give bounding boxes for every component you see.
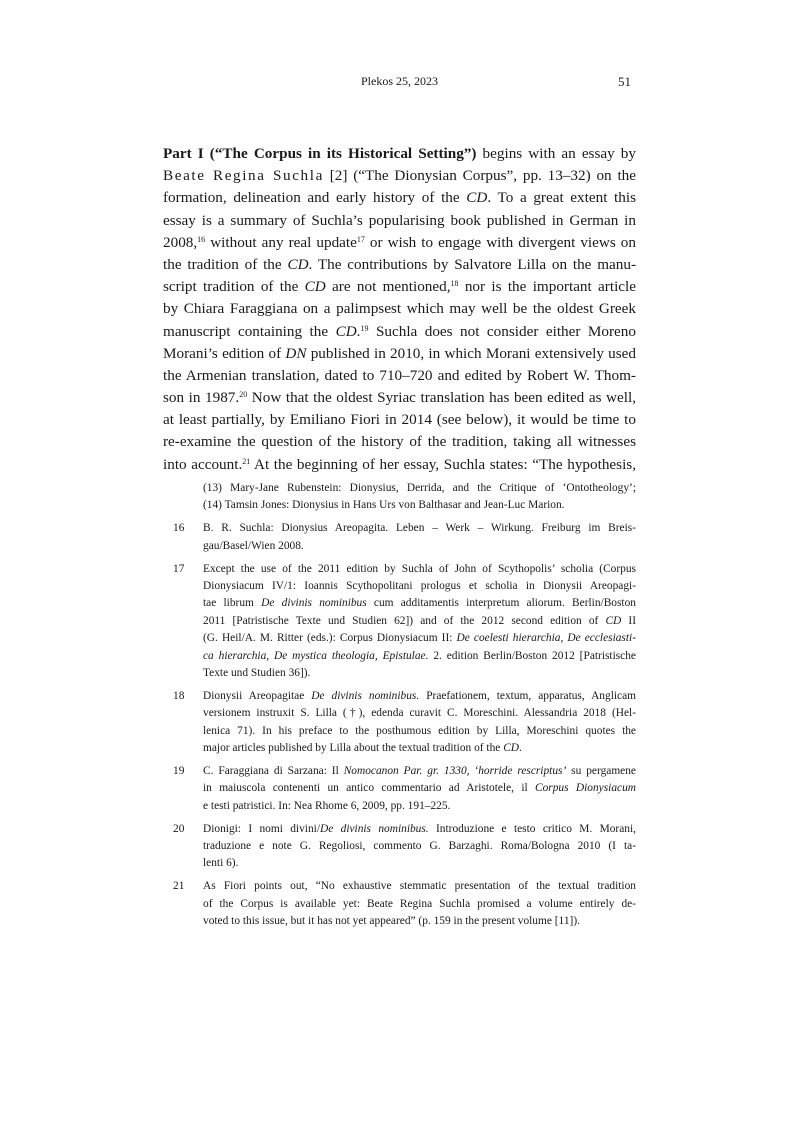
text-run: CD — [304, 278, 326, 296]
text-run: . To a great extent this — [487, 189, 636, 207]
text-line — [203, 480, 636, 497]
text-line — [203, 913, 636, 930]
text-line — [163, 143, 636, 165]
text-line — [203, 665, 636, 682]
text-line — [163, 276, 636, 298]
text-line — [203, 578, 636, 595]
text-line — [163, 387, 636, 409]
text-run: . The contributions by Salvatore Lilla on the manu- — [308, 255, 637, 273]
text-run: CD — [466, 189, 488, 207]
text-run: su pergamene — [566, 764, 636, 777]
text-line — [163, 365, 636, 387]
text-run: Suchla does not consider either Moreno — [368, 322, 636, 340]
text-line — [203, 821, 636, 838]
text-run: (14) Tamsin Jones: Dionysius in Hans Urs von Balthasar and Jean-Luc Marion. — [203, 499, 565, 512]
footnote-ref[interactable]: 19 — [360, 323, 369, 333]
footnote-number: 21 — [173, 880, 185, 893]
text-line — [163, 254, 636, 276]
footnote-number: 17 — [173, 562, 185, 575]
text-run: essay is a summary of Suchla’s popularising book published in German in — [163, 211, 636, 229]
text-run: 2008, — [163, 233, 198, 251]
text-run: Morani’s edition of — [163, 344, 286, 362]
text-run: son in 1987. — [163, 389, 240, 407]
text-line — [203, 520, 636, 537]
text-run: the tradition of the — [163, 255, 288, 273]
text-line — [163, 187, 636, 209]
text-run: into account. — [163, 455, 243, 473]
text-run: De coelesti hierarchia, De ecclesiasti- — [456, 632, 636, 645]
text-run: are not mentioned, — [325, 278, 451, 296]
text-line — [163, 210, 636, 232]
text-line — [163, 298, 636, 320]
text-line — [203, 538, 636, 555]
text-line — [203, 838, 636, 855]
text-line — [203, 780, 636, 797]
text-run: Dionysii Areopagitae — [203, 689, 312, 702]
text-line — [203, 763, 636, 780]
running-head: Plekos 25, 2023 — [360, 74, 438, 88]
text-line — [203, 896, 636, 913]
footnote-number: 20 — [173, 822, 185, 835]
text-line — [203, 705, 636, 722]
text-run: nor is the important article — [458, 278, 636, 296]
text-line — [203, 688, 636, 705]
text-run: of the Corpus is available yet: Beate Regina Suchla promised a volume entirely de- — [203, 897, 636, 910]
text-line — [163, 431, 636, 453]
text-run: at least partially, by Emiliano Fiori in 2014 (see below), it would be time to — [163, 411, 636, 429]
text-run: by Chiara Faraggiana on a palimpsest which may well be the oldest Greek — [163, 300, 636, 318]
text-line — [203, 855, 636, 872]
text-line — [163, 321, 636, 343]
text-run: C. Faraggiana di Sarzana: Il — [203, 764, 344, 777]
text-run: lenti 6). — [203, 857, 239, 870]
footnote — [173, 688, 636, 758]
text-run: Corpus Dionysiacum — [535, 782, 636, 795]
text-run: traduzione e note G. Regoliosi, commento G. Barzaghi. Roma/Bologna 2010 (I ta- — [203, 839, 636, 852]
text-run: without any real update — [205, 233, 357, 251]
footnotes — [173, 480, 636, 936]
text-line — [203, 798, 636, 815]
text-line — [203, 595, 636, 612]
footnote — [173, 821, 636, 873]
text-run: At the beginning of her essay, Suchla states: “The hypothesis, — [250, 455, 636, 473]
text-run: e testi patristici. In: Nea Rhome 6, 2009, pp. 191–225. — [203, 799, 451, 812]
text-run: Introduzione e testo critico M. Morani, — [428, 822, 636, 835]
text-run: begins with an essay by — [476, 145, 636, 162]
text-run: the Armenian translation, dated to 710–720 and edited by Robert W. Thom- — [163, 366, 636, 384]
footnote — [173, 878, 636, 930]
footnote-ref[interactable]: 16 — [197, 234, 206, 244]
footnote — [173, 480, 636, 515]
text-line — [203, 497, 636, 514]
text-run: . — [356, 322, 361, 340]
text-run: Part I (“The Corpus in its Historical Setting”) — [163, 145, 477, 162]
text-run: Except the use of the 2011 edition by Suchla of John of Scythopolis’ scholia (Corpus — [203, 562, 636, 575]
text-run: Beate Regina Suchla — [163, 167, 324, 185]
text-run: or wish to engage with divergent views on — [364, 233, 636, 251]
text-run: CD — [335, 322, 357, 340]
text-run: [2] (“The Dionysian Corpus”, pp. 13–32) on the — [323, 167, 636, 185]
text-line — [163, 343, 636, 365]
main-paragraph — [163, 143, 636, 476]
text-run: gau/Basel/Wien 2008. — [203, 539, 304, 552]
text-line — [163, 165, 636, 187]
text-line — [203, 740, 636, 757]
text-run: voted to this issue, but it has not yet appeared” (p. 159 in the present volume [11]). — [203, 914, 580, 927]
text-run: Dionigi: I nomi divini/ — [203, 822, 320, 835]
footnote — [173, 561, 636, 683]
footnote-number: 16 — [173, 522, 185, 535]
text-run: B. R. Suchla: Dionysius Areopagita. Leben – Werk – Wirkung. Freiburg im Breis- — [203, 522, 636, 535]
text-run: DN — [285, 344, 307, 362]
text-run: CD — [605, 614, 622, 627]
text-line — [203, 878, 636, 895]
text-run: De divinis nominibus — [261, 597, 367, 610]
text-line — [163, 454, 636, 476]
text-run: major articles published by Lilla about the textual tradition of the — [203, 741, 504, 754]
footnote-ref[interactable]: 21 — [242, 456, 251, 466]
footnote — [173, 763, 636, 815]
page-number: 51 — [618, 74, 631, 89]
text-run: (G. Heil/A. M. Ritter (eds.): Corpus Dionysiacum II: — [203, 632, 457, 645]
footnote-ref[interactable]: 18 — [450, 279, 459, 289]
text-line — [163, 409, 636, 431]
text-run: formation, delineation and early history of the — [163, 189, 467, 207]
text-run: CD — [503, 741, 520, 754]
text-run: As Fiori points out, “No exhaustive stemmatic presentation of the textual tradition — [203, 880, 636, 893]
text-run: (13) Mary-Jane Rubenstein: Dionysius, Derrida, and the Critique of ‘Ontotheology’; — [203, 482, 636, 494]
text-line — [163, 232, 636, 254]
text-run: . — [519, 741, 522, 754]
text-line — [203, 561, 636, 578]
text-run: lenica 71). In his preface to the posthumous edition by Lilla, Moreschini quotes the — [203, 724, 636, 737]
text-line — [203, 613, 636, 630]
text-run: re-examine the question of the history of the tradition, taking all witnesses — [163, 433, 636, 451]
text-run: tae librum — [203, 597, 262, 610]
text-run: Dionysiacum IV/1: Ioannis Scythopolitani prologus et scholia in Dionysii Areopagi- — [203, 579, 636, 592]
footnote — [173, 520, 636, 555]
text-run: CD — [287, 255, 309, 273]
text-run: 2011 [Patristische Texte und Studien 62]) and of the 2012 second edition of — [203, 614, 606, 627]
text-line — [203, 630, 636, 647]
text-run: Nomocanon Par. gr. 1330, ‘horride rescriptus’ — [343, 764, 567, 777]
text-line — [203, 723, 636, 740]
footnote-ref[interactable]: 20 — [239, 390, 248, 400]
text-run: versionem instruxit S. Lilla (†), edenda curavit C. Moreschini. Alessandria 2018 (Hel- — [203, 707, 636, 720]
text-run: published in 2010, in which Morani extensively used — [306, 344, 636, 362]
footnote-number: 19 — [173, 764, 185, 777]
text-run: in maiuscola contenenti un antico commentario ad Aristotele, il — [203, 782, 535, 795]
text-run: Now that the oldest Syriac translation has been edited as well, — [247, 389, 636, 407]
text-run: De divinis nominibus. — [319, 822, 429, 835]
text-run: manuscript containing the — [163, 322, 336, 340]
text-run: script tradition of the — [163, 278, 305, 296]
text-run: II — [621, 614, 636, 627]
text-run: Texte und Studien 36]). — [203, 666, 311, 679]
text-line — [203, 648, 636, 665]
text-run: ca hierarchia, De mystica theologia, Epistulae. — [203, 649, 429, 662]
text-run: De divinis nominibus. — [311, 689, 420, 702]
text-run: cum additamentis interpretum aliorum. Berlin/Boston — [366, 597, 636, 610]
text-run: 2. edition Berlin/Boston 2012 [Patristische — [428, 649, 636, 662]
text-run: Praefationem, textum, apparatus, Anglicam — [419, 689, 636, 702]
footnote-number: 18 — [173, 689, 185, 702]
footnote-ref[interactable]: 17 — [356, 234, 365, 244]
